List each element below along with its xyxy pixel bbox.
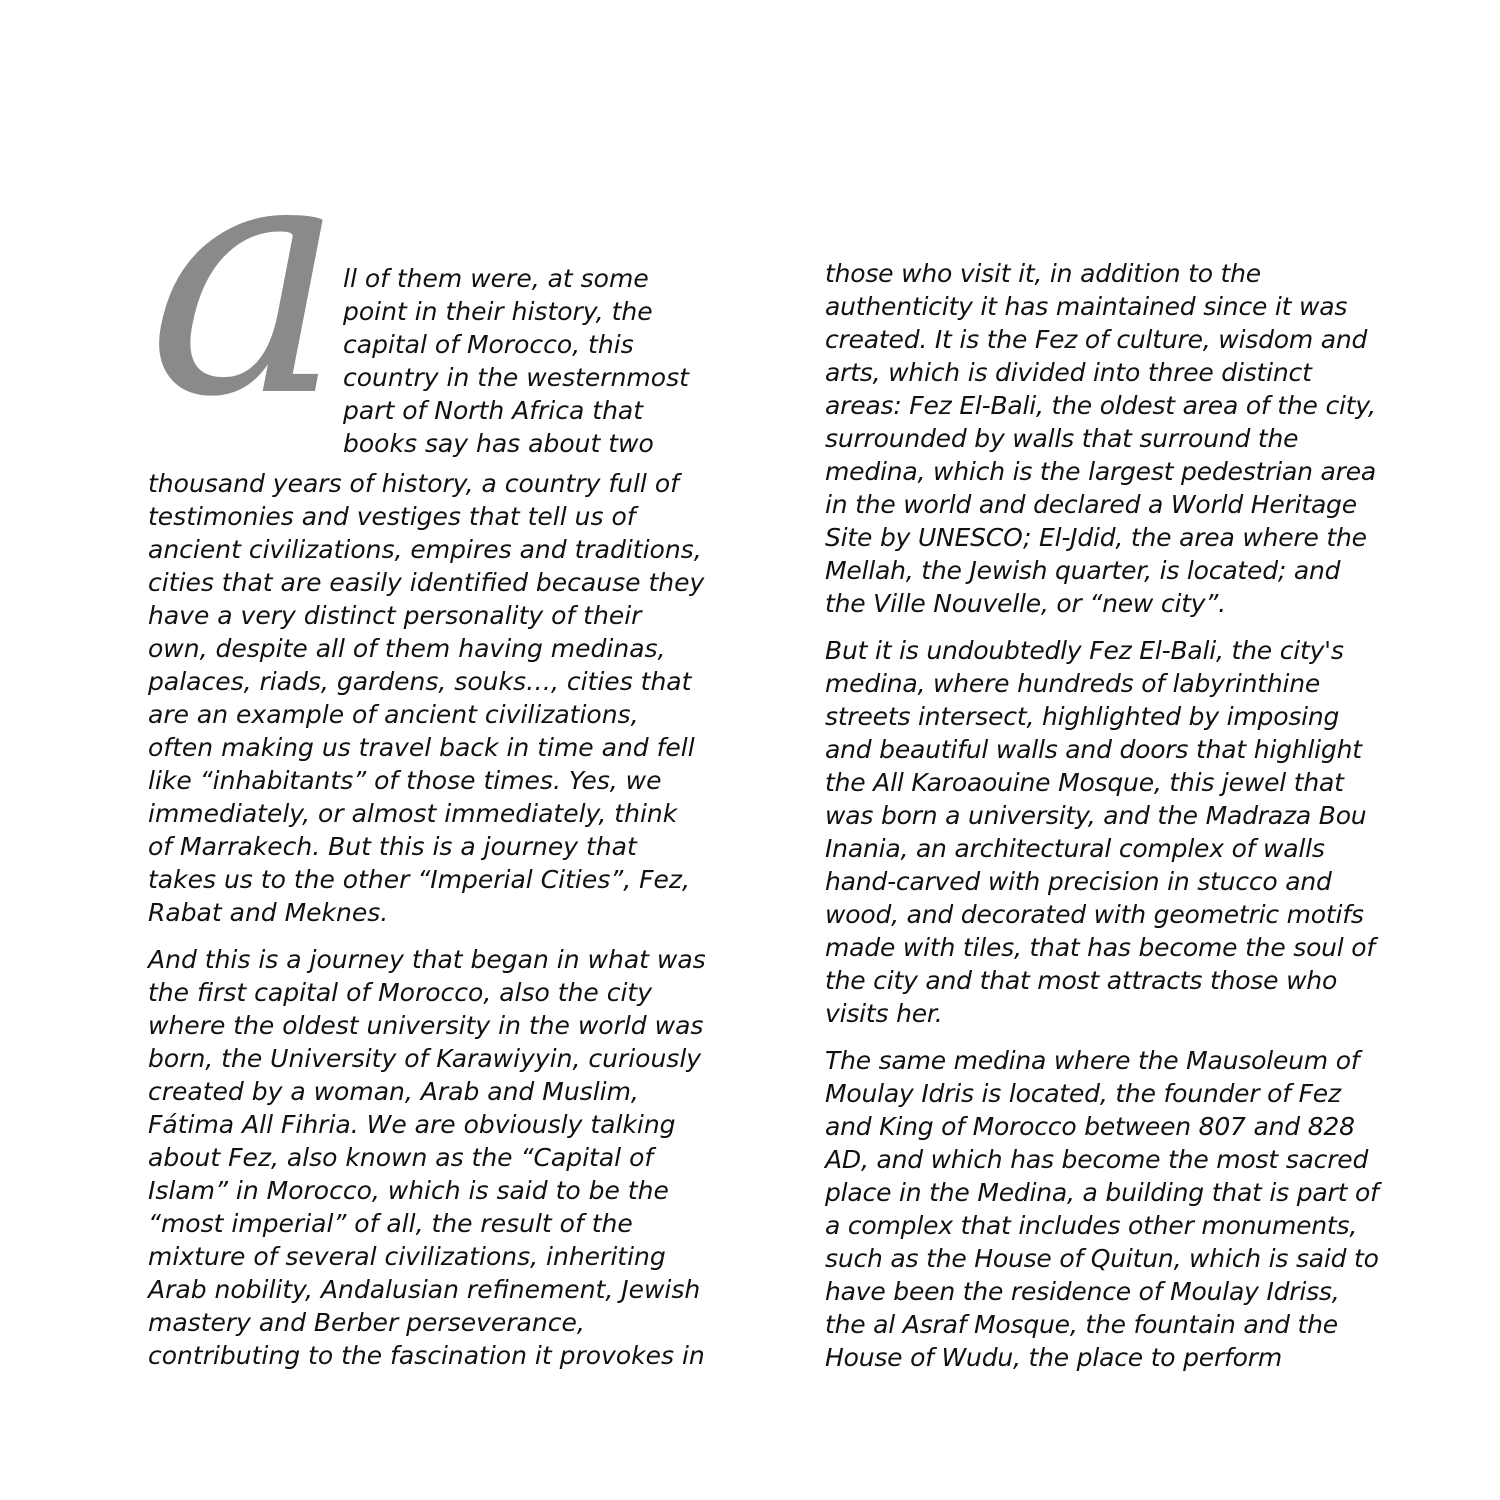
text-line: created. It is the Fez of culture, wisdom and (825, 325, 1368, 354)
text-line: arts, which is divided into three distinct (825, 358, 1312, 387)
text-line: own, despite all of them having medinas, (148, 634, 666, 663)
text-line: the city and that most attracts those who (825, 966, 1338, 995)
text-line: ll of them were, at some (343, 264, 649, 293)
text-line: point in their history, the (343, 297, 653, 326)
text-line: and King of Morocco between 807 and 828 (825, 1112, 1355, 1141)
text-line: Rabat and Meknes. (148, 898, 389, 927)
text-line: “most imperial” of all, the result of the (148, 1209, 633, 1238)
text-line: books say has about two (343, 429, 654, 458)
text-line: place in the Medina, a building that is part of (825, 1178, 1379, 1207)
text-line: capital of Morocco, this (343, 330, 634, 359)
paragraph-4 (825, 634, 1385, 1030)
text-line: authenticity it has maintained since it was (825, 292, 1348, 321)
text-line: Islam” in Morocco, which is said to be the (148, 1176, 669, 1205)
text-line: created by a woman, Arab and Muslim, (148, 1077, 639, 1106)
text-line: like “inhabitants” of those times. Yes, we (148, 766, 662, 795)
text-line: the first capital of Morocco, also the city (148, 978, 653, 1007)
text-line: are an example of ancient civilizations, (148, 700, 639, 729)
text-line: those who visit it, in addition to the (825, 259, 1261, 288)
right-column (825, 257, 1385, 1374)
paragraph-3 (825, 257, 1385, 620)
text-line: areas: Fez El-Bali, the oldest area of the city, (825, 391, 1376, 420)
paragraph-1-body (148, 467, 705, 929)
paragraph-gap (825, 1030, 1385, 1044)
text-line: in the world and declared a World Heritage (825, 490, 1357, 519)
text-line: country in the westernmost (343, 363, 689, 392)
text-line: streets intersect, highlighted by imposing (825, 702, 1340, 731)
text-line: House of Wudu, the place to perform (825, 1343, 1282, 1372)
text-line: But it is undoubtedly Fez El-Bali, the city's (825, 636, 1344, 665)
text-line: And this is a journey that began in what was (148, 945, 706, 974)
text-line: Inania, an architectural complex of walls (825, 834, 1325, 863)
text-line: was born a university, and the Madraza Bou (825, 801, 1367, 830)
text-line: have a very distinct personality of their (148, 601, 642, 630)
text-line: palaces, riads, gardens, souks…, cities that (148, 667, 692, 696)
text-line: about Fez, also known as the “Capital of (148, 1143, 654, 1172)
text-line: contributing to the fascination it provokes in (148, 1341, 705, 1370)
text-line: the Ville Nouvelle, or “new city”. (825, 589, 1226, 618)
text-line: where the oldest university in the world was (148, 1011, 704, 1040)
text-line: testimonies and vestiges that tell us of (148, 502, 636, 531)
text-line: Arab nobility, Andalusian refinement, Jewish (148, 1275, 701, 1304)
text-line: thousand years of history, a country full of (148, 469, 679, 498)
text-line: cities that are easily identified because they (148, 568, 705, 597)
text-line: ancient civilizations, empires and traditions, (148, 535, 702, 564)
text-line: surrounded by walls that surround the (825, 424, 1299, 453)
text-line: hand-carved with precision in stucco and (825, 867, 1332, 896)
paragraph-5 (825, 1044, 1385, 1374)
text-line: mixture of several civilizations, inheriting (148, 1242, 666, 1271)
text-line: mastery and Berber perseverance, (148, 1308, 585, 1337)
paragraph-2 (148, 943, 706, 1372)
text-line: of Marrakech. But this is a journey that (148, 832, 637, 861)
text-line: part of North Africa that (343, 396, 644, 425)
text-line: AD, and which has become the most sacred (825, 1145, 1369, 1174)
paragraph-gap (825, 620, 1385, 634)
text-line: Fátima All Fihria. We are obviously talking (148, 1110, 676, 1139)
text-line: Moulay Idris is located, the founder of Fez (825, 1079, 1341, 1108)
text-line: such as the House of Quitun, which is said to (825, 1244, 1379, 1273)
text-line: the All Karoaouine Mosque, this jewel that (825, 768, 1344, 797)
text-line: wood, and decorated with geometric motifs (825, 900, 1364, 929)
text-line: medina, where hundreds of labyrinthine (825, 669, 1321, 698)
text-line: often making us travel back in time and fell (148, 733, 695, 762)
text-line: visits her. (825, 999, 943, 1028)
text-line: the al Asraf Mosque, the fountain and the (825, 1310, 1338, 1339)
text-line: a complex that includes other monuments, (825, 1211, 1358, 1240)
left-column (148, 85, 706, 1372)
text-line: immediately, or almost immediately, think (148, 799, 678, 828)
text-line: and beautiful walls and doors that highlight (825, 735, 1362, 764)
text-line: The same medina where the Mausoleum of (825, 1046, 1360, 1075)
dropcap-block (148, 85, 698, 469)
text-line: have been the residence of Moulay Idriss, (825, 1277, 1340, 1306)
text-line: medina, which is the largest pedestrian area (825, 457, 1377, 486)
dropcap-wrapped-lines (343, 262, 689, 460)
paragraph-gap (148, 929, 698, 943)
text-line: takes us to the other “Imperial Cities”, Fez, (148, 865, 690, 894)
text-line: born, the University of Karawiyyin, curiously (148, 1044, 702, 1073)
text-line: Mellah, the Jewish quarter, is located; and (825, 556, 1341, 585)
text-line: Site by UNESCO; El-Jdid, the area where the (825, 523, 1367, 552)
dropcap-letter: a (148, 85, 345, 469)
text-line: made with tiles, that has become the soul of (825, 933, 1376, 962)
